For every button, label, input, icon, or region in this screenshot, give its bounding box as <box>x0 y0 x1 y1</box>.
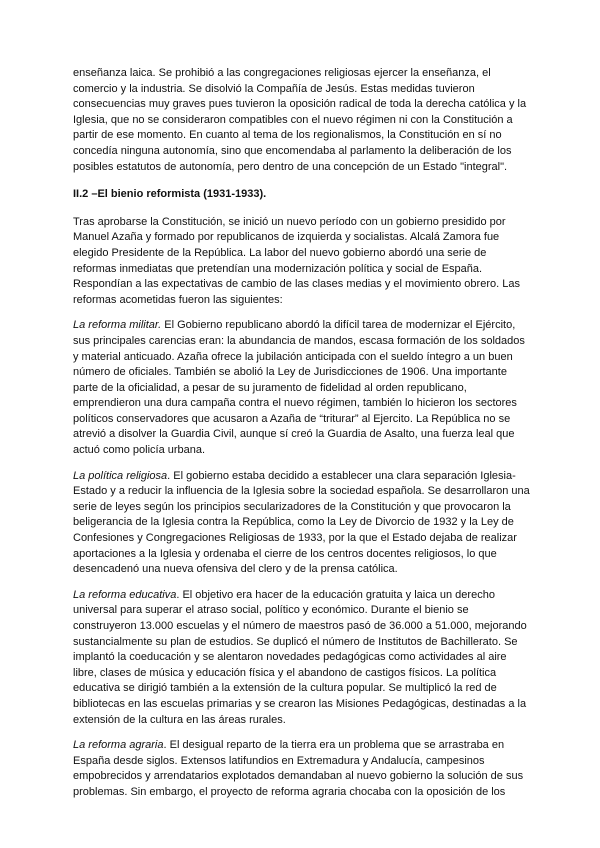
reform-title-separator: . <box>176 588 180 601</box>
reform-title-religious: La política religiosa <box>73 469 168 482</box>
reform-paragraph-agrarian <box>73 738 531 800</box>
reform-paragraph-military <box>73 318 531 458</box>
section-heading: II.2 –El bienio reformista (1931-1933). <box>73 188 267 201</box>
reform-title-military: La reforma militar <box>73 319 159 332</box>
section-intro-paragraph: Tras aprobarse la Constitución, se inició un nuevo período con un gobierno presidido por Manuel Azaña y formado por republicanos de izquierda y socialistas. Alcalá Zamora fue elegido Presidente de la República. La labor del nuevo gobierno abordó una serie de reformas inmediatas que pretendían una modernización política y social de España. Respondían a las expectativas de cambio de las clases medias y el movimiento obrero. Las reformas acometidas fueron las siguientes: <box>73 215 520 306</box>
reform-title-separator: . <box>163 739 167 752</box>
intro-paragraph: enseñanza laica. Se prohibió a las congregaciones religiosas ejercer la enseñanza, el comercio y la industria. Se disolvió la Compañía de Jesús. Estas medidas tuvieron consecuencias muy graves pues tuvieron la oposición radical de toda la derecha católica y la Iglesia, que no se consideraron compatibles con el nuevo régimen ni con la Constitución a partir de ese momento. En cuanto al tema de los regionalismos, la Constitución en sí no concedía ninguna autonomía, sino que encomendaba al parlamento la deliberación de los posibles estatutos de autonomía, pero dentro de una concepción de un Estado "integral". <box>73 67 527 173</box>
reform-title-separator: . <box>158 319 162 332</box>
reform-text-military: El Gobierno republicano abordó la difícil tarea de modernizar el Ejército, sus principales carencias eran: la abundancia de mandos, escasa formación de los soldados y material anticuado. Azaña ofrece la jubilación anticipada con el sueldo íntegro a un buen número de oficiales. También se abolió la Ley de Jurisdicciones de 1906. Una importante parte de la oficialidad, a pesar de su juramento de fidelidad al orden republicano, emprendieron una dura campaña contra el nuevo régimen, también lo hicieron los sectores políticos conservadores que acusaron a Azaña de “triturar” al Ejercito. La República no se atrevió a disolver la Guardia Civil, aunque sí creó la Guardia de Asalto, una fuerza leal que actuó como policía urbana. <box>73 319 525 457</box>
document-page <box>73 66 531 801</box>
reform-text-religious: El gobierno estaba decidido a establecer una clara separación Iglesia-Estado y a reducir la influencia de la Iglesia sobre la sociedad española. Se desarrollaron una serie de leyes según los principios secularizadores de la Constitución y que provocaron la beligerancia de la Iglesia contra la República, como la Ley de Divorcio de 1932 y la Ley de Confesiones y Congregaciones Religiosas de 1933, por la que el Estado dejaba de realizar aportaciones a la Iglesia y ordenaba el cierre de los centros docentes religiosos, lo que desencadenó una nueva ofensiva del clero y de la prensa católica. <box>73 469 530 576</box>
reform-paragraph-education <box>73 588 531 728</box>
reform-title-separator: . <box>167 469 171 482</box>
reform-title-agrarian: La reforma agraria <box>73 739 164 752</box>
reform-title-education: La reforma educativa <box>73 588 177 601</box>
reform-text-agrarian: El desigual reparto de la tierra era un problema que se arrastraba en España desde siglos. Extensos latifundios en Extremadura y Andalucía, campesinos empobrecidos y arrendatarios explotados demandaban al nuevo gobierno la solución de sus problemas. Sin embargo, el proyecto de reforma agraria chocaba con la oposición de los <box>73 739 524 798</box>
reform-text-education: El objetivo era hacer de la educación gratuita y laica un derecho universal para superar el atraso social, político y económico. Durante el bienio se construyeron 13.000 escuelas y el número de maestros pasó de 36.000 a 51.000, mejorando sustancialmente su plan de estudios. Se duplicó el número de Institutos de Bachillerato. Se implantó la coeducación y se alentaron novedades pedagógicas como actividades al aire libre, clases de música y educación física y el abandono de castigos físicos. La política educativa se dirigió también a la extensión de la cultura popular. Se multiplicó la red de bibliotecas en las escuelas primarias y se crearon las Misiones Pedagógicas, destinadas a la extensión de la cultura en las áreas rurales. <box>73 588 527 726</box>
reform-paragraph-religious <box>73 469 531 578</box>
